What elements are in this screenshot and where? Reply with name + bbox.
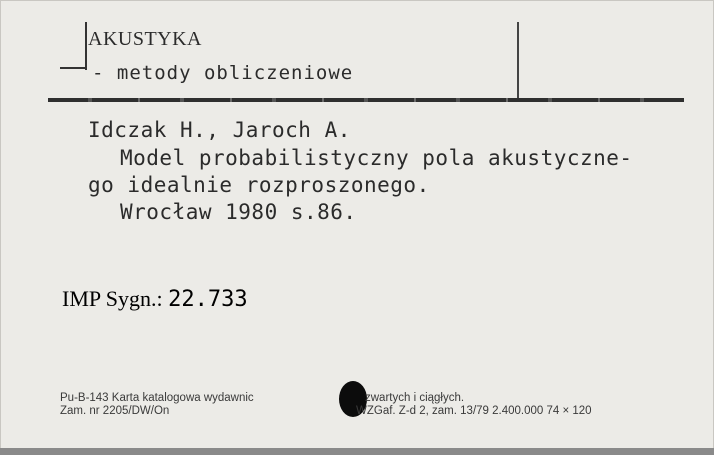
call-number-value: 22.733 bbox=[168, 287, 248, 312]
heading-divider bbox=[517, 22, 519, 98]
publication-line: Wrocław 1980 s.86. bbox=[120, 200, 357, 224]
heading-bracket-line bbox=[85, 22, 87, 70]
card-bottom-edge bbox=[0, 448, 714, 455]
title-line-1: Model probabilistyczny pola akustyczne- bbox=[120, 146, 633, 170]
subject-heading: AKUSTYKA bbox=[88, 28, 202, 50]
authors-line: Idczak H., Jaroch A. bbox=[88, 118, 351, 142]
subject-subheading: - metody obliczeniowe bbox=[92, 62, 354, 84]
footer-line-1-right: zwartych i ciągłych. bbox=[365, 392, 465, 404]
title-line-2: go idealnie rozproszonego. bbox=[88, 173, 430, 197]
footer-line-2-right: WZGaf. Z-d 2, zam. 13/79 2.400.000 74 × 120 bbox=[356, 405, 592, 417]
heading-underline-left bbox=[60, 67, 86, 69]
call-number-label: IMP Sygn.: bbox=[62, 286, 163, 311]
footer-line-2-left: Zam. nr 2205/DW/On bbox=[60, 405, 170, 417]
header-rule bbox=[48, 98, 684, 102]
call-number bbox=[62, 286, 248, 312]
footer-line-1-left: Pu-B-143 Karta katalogowa wydawnic bbox=[60, 392, 254, 404]
